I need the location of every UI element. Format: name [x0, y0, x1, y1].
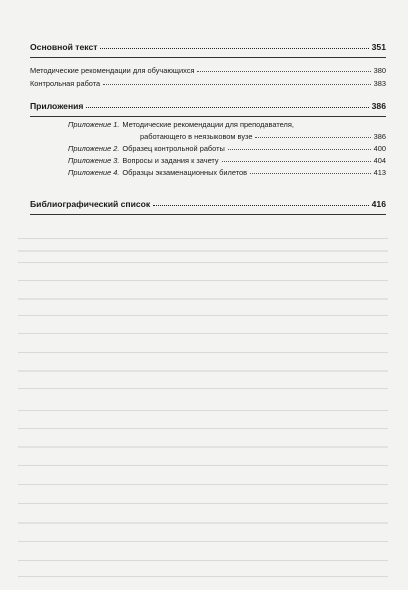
entry-title: Контрольная работа: [30, 79, 101, 88]
toc-appendix-entry-continued: [140, 132, 386, 141]
dot-leader: [100, 48, 368, 49]
entry-title: Методические рекомендации для преподавателя,: [122, 120, 294, 129]
page-number: 400: [373, 144, 386, 153]
toc-appendix-entry: [68, 120, 386, 129]
entry-title-continued: работающего в неязыковом вузе: [140, 132, 253, 141]
dot-leader: [228, 149, 371, 150]
section-title: Приложения: [30, 101, 84, 111]
section-divider: [30, 116, 386, 117]
toc-appendix-entry: [68, 156, 386, 165]
page-number: 351: [371, 42, 386, 52]
page-number: 413: [373, 168, 386, 177]
page-number: 383: [373, 79, 386, 88]
entry-title: Вопросы и задания к зачету: [122, 156, 219, 165]
dot-leader: [255, 137, 370, 138]
toc-appendix-entry: [68, 168, 386, 177]
dot-leader: [250, 173, 371, 174]
page-number: 404: [373, 156, 386, 165]
section-divider: [30, 57, 386, 58]
dot-leader: [222, 161, 371, 162]
toc-entry: [30, 66, 386, 75]
section-divider: [30, 214, 386, 215]
entry-title: Методические рекомендации для обучающихся: [30, 66, 195, 75]
appendix-number: Приложение 2.: [68, 144, 120, 153]
entry-title: Образцы экзаменационных билетов: [122, 168, 248, 177]
toc-entry: [30, 79, 386, 88]
appendix-number: Приложение 3.: [68, 156, 120, 165]
dot-leader: [197, 71, 370, 72]
page-number: 416: [371, 199, 386, 209]
page-number: 386: [371, 101, 386, 111]
appendix-number: Приложение 1.: [68, 120, 120, 129]
dot-leader: [86, 107, 368, 108]
entry-title: Образец контрольной работы: [122, 144, 225, 153]
section-title: Библиографический список: [30, 199, 151, 209]
toc-section-bibliography: [30, 199, 386, 209]
section-title: Основной текст: [30, 42, 98, 52]
toc-section-appendices: [30, 101, 386, 111]
dot-leader: [153, 205, 368, 206]
toc-appendix-entry: [68, 144, 386, 153]
page-number: 386: [373, 132, 386, 141]
toc-section-main-text: [30, 42, 386, 52]
appendix-number: Приложение 4.: [68, 168, 120, 177]
page-number: 380: [373, 66, 386, 75]
dot-leader: [103, 84, 370, 85]
